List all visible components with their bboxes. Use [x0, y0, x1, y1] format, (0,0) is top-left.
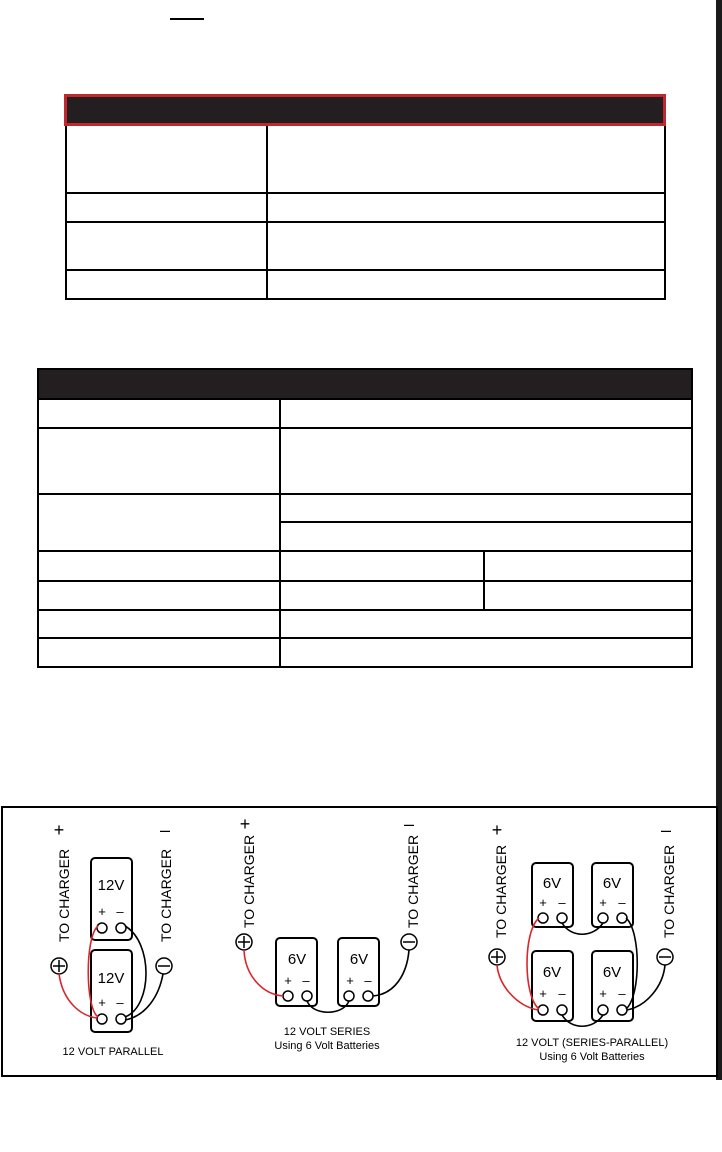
charger-label-positive: TO CHARGER: [56, 848, 72, 942]
spec-table-1: [64, 94, 666, 300]
negative-terminal-icon: [156, 958, 172, 974]
table-cell: [280, 610, 692, 638]
table-row: [38, 494, 692, 522]
negative-terminal-icon: [401, 934, 417, 950]
svg-text:+: +: [346, 973, 354, 988]
table-cell: [280, 399, 692, 428]
negative-terminal-icon: [657, 949, 673, 965]
table-header-row: [66, 96, 665, 125]
table-cell: [280, 522, 692, 551]
table-row: [38, 399, 692, 428]
svg-text:–: –: [558, 986, 566, 1001]
svg-text:6V: 6V: [349, 951, 369, 968]
positive-sign: +: [53, 820, 65, 840]
svg-text:+: +: [98, 995, 106, 1010]
svg-text:6V: 6V: [287, 951, 307, 968]
battery-6v-right: [338, 938, 379, 1006]
svg-text:–: –: [618, 895, 626, 910]
table-cell: [38, 428, 280, 494]
table-row: [38, 638, 692, 667]
svg-text:–: –: [116, 904, 124, 919]
svg-text:+: +: [599, 895, 607, 910]
positive-terminal-icon: [51, 958, 67, 974]
svg-text:–: –: [558, 895, 566, 910]
table-cell: [66, 193, 267, 222]
table-cell: [38, 581, 280, 610]
charger-label-negative: TO CHARGER: [405, 834, 421, 928]
spec-table-2: [37, 368, 693, 668]
svg-text:+: +: [239, 814, 251, 834]
table-cell: [484, 581, 692, 610]
table-row: [66, 193, 665, 222]
table-row: [66, 222, 665, 270]
table-cell: [280, 581, 484, 610]
svg-text:6V: 6V: [542, 964, 562, 981]
table-cell: [280, 638, 692, 667]
parallel-caption: 12 VOLT PARALLEL: [62, 1046, 164, 1058]
table-cell: [267, 125, 665, 193]
table-cell: [66, 125, 267, 193]
svg-text:6V: 6V: [602, 875, 622, 892]
table-row: [38, 551, 692, 581]
charger-label-positive: TO CHARGER: [241, 834, 257, 928]
svg-text:–: –: [364, 973, 372, 988]
svg-text:+: +: [539, 986, 547, 1001]
charger-label-negative: TO CHARGER: [158, 848, 174, 942]
table-cell: [66, 270, 267, 299]
underline-mark: [170, 18, 204, 20]
table-row: [66, 125, 665, 193]
series-parallel-caption-line2: Using 6 Volt Batteries: [539, 1051, 645, 1063]
table-cell: [280, 551, 484, 581]
battery-6v-bottom-right: [592, 951, 633, 1021]
svg-text:+: +: [539, 895, 547, 910]
table-header-cell: [38, 369, 692, 399]
table-cell: [267, 222, 665, 270]
svg-text:12V: 12V: [97, 877, 125, 894]
battery-6v-top-right: [592, 863, 633, 927]
positive-terminal-icon: [489, 949, 505, 965]
table-cell: [484, 551, 692, 581]
svg-text:12V: 12V: [97, 970, 125, 987]
svg-text:–: –: [116, 995, 124, 1010]
series-parallel-caption-line1: 12 VOLT (SERIES-PARALLEL): [515, 1037, 669, 1049]
table-header-row: [38, 369, 692, 399]
positive-terminal-icon: [236, 934, 252, 950]
svg-text:–: –: [660, 820, 672, 840]
negative-sign: –: [159, 820, 171, 840]
svg-text:+: +: [491, 820, 503, 840]
svg-text:+: +: [599, 986, 607, 1001]
svg-text:–: –: [403, 814, 415, 834]
svg-text:–: –: [302, 973, 310, 988]
svg-text:6V: 6V: [602, 964, 622, 981]
table-cell: [267, 193, 665, 222]
table-cell: [280, 428, 692, 494]
svg-text:6V: 6V: [542, 875, 562, 892]
table-cell: [38, 610, 280, 638]
table-cell: [280, 494, 692, 522]
table-cell: [38, 551, 280, 581]
table-row: [38, 581, 692, 610]
table-cell: [267, 270, 665, 299]
battery-connection-diagrams: [1, 806, 718, 1077]
table-cell: [38, 399, 280, 428]
battery-6v-bottom-left: [532, 951, 573, 1021]
table-cell: [38, 638, 280, 667]
table-cell: [66, 222, 267, 270]
table-row: [38, 428, 692, 494]
svg-text:+: +: [98, 904, 106, 919]
charger-label-negative: TO CHARGER: [661, 844, 677, 938]
table-header-cell: [66, 96, 665, 125]
battery-6v-top-left: [532, 863, 573, 927]
table-cell: [38, 494, 280, 551]
svg-text:+: +: [284, 973, 292, 988]
table-row: [38, 610, 692, 638]
series-caption-line1: 12 VOLT SERIES: [283, 1026, 371, 1038]
table-row: [66, 270, 665, 299]
svg-text:–: –: [618, 986, 626, 1001]
charger-label-positive: TO CHARGER: [493, 844, 509, 938]
series-caption-line2: Using 6 Volt Batteries: [274, 1040, 380, 1052]
